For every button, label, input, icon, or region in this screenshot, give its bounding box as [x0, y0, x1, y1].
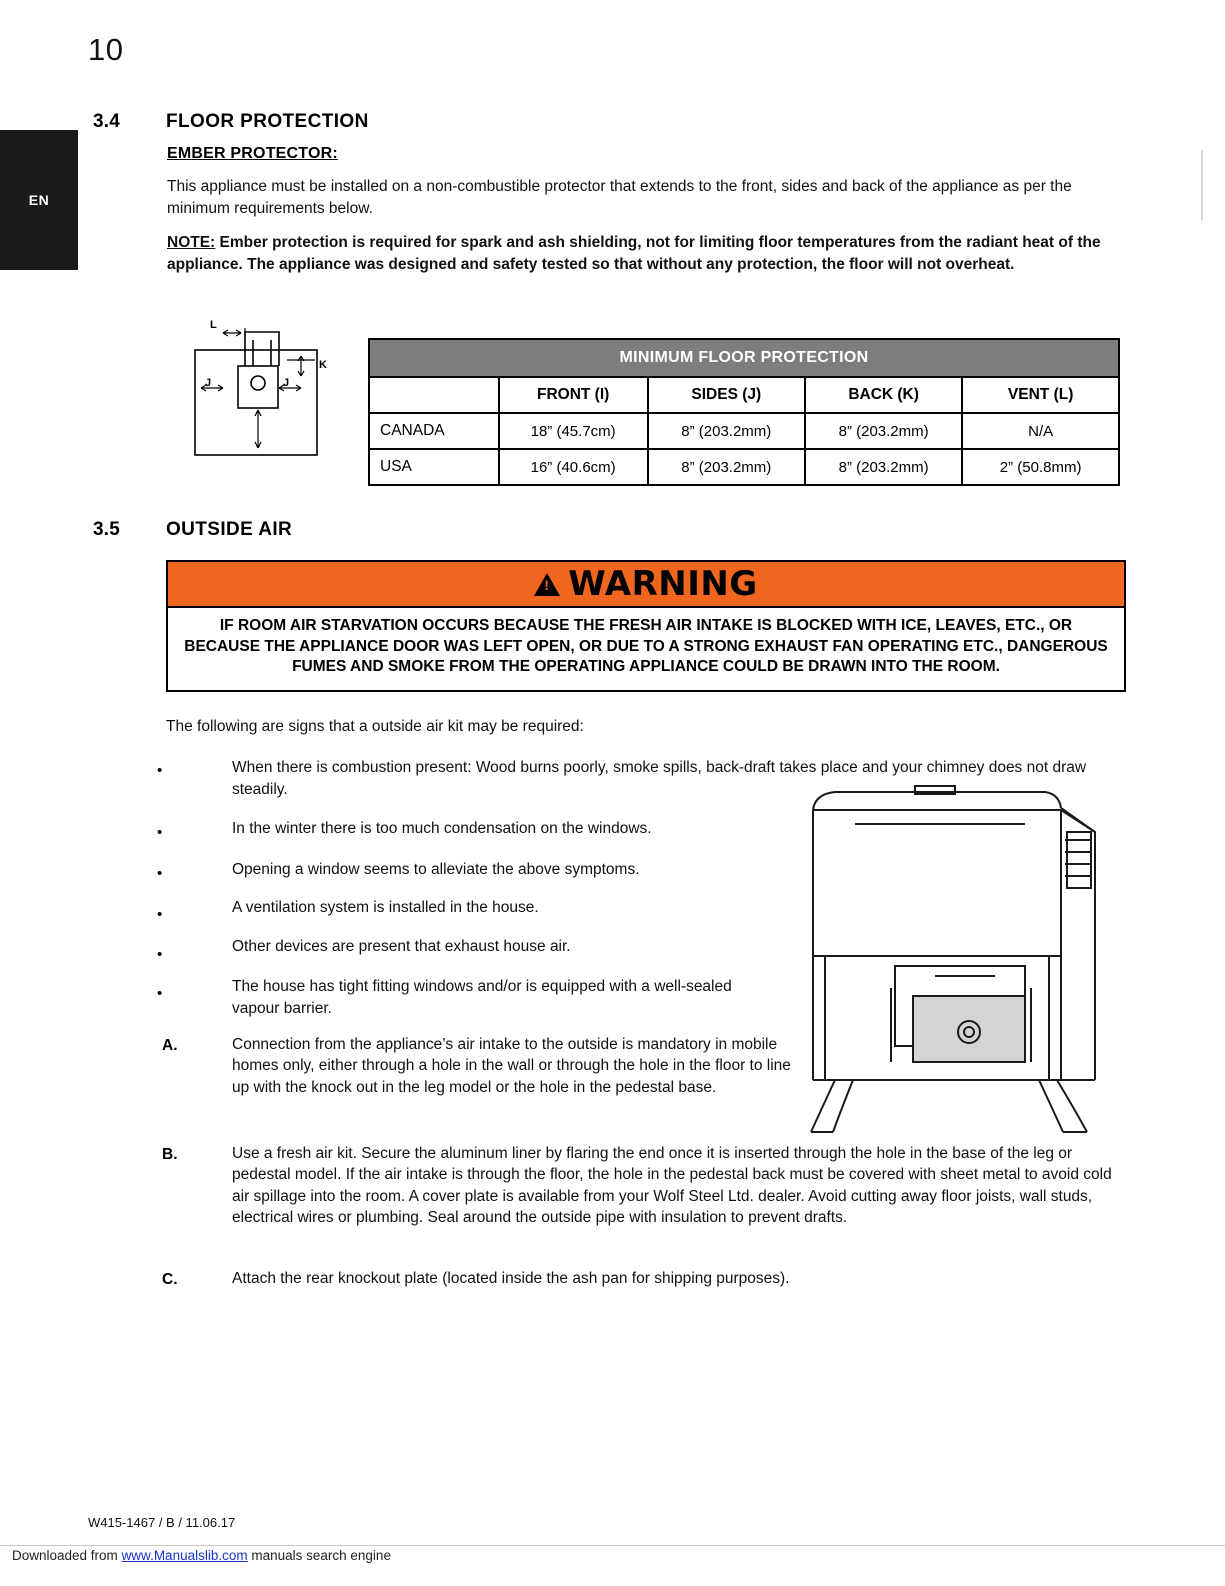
minimum-floor-protection-table [368, 338, 1120, 486]
right-margin-rule [1201, 150, 1203, 220]
ember-protector-subhead: EMBER PROTECTOR: [167, 145, 338, 162]
note-label: NOTE: [167, 234, 216, 251]
cell-sides: 8” (203.2mm) [648, 449, 805, 485]
table-row [369, 449, 1119, 485]
diagram-label-l: L [210, 319, 217, 331]
cell-front: 18” (45.7cm) [499, 413, 648, 449]
table-col-vent: VENT (L) [962, 377, 1119, 413]
warning-triangle-icon [534, 573, 560, 596]
table-col-sides: SIDES (J) [648, 377, 805, 413]
outside-air-intro: The following are signs that a outside air kit may be required: [166, 718, 584, 735]
lettered-item-b: Use a fresh air kit. Secure the aluminum liner by flaring the end once it is inserted through the hole in the base of the leg or pedestal model. If the air intake is through the floor, the hole in the pedestal back must be covered with sheet metal to avoid cold air spillage into the room. A cover plate is available from your Wolf Steel Ltd. dealer. Avoid cutting away floor joists, wall studs, electrical wires or plumbing. Seal around the outside pipe with insulation to prevent drafts. [232, 1145, 1112, 1227]
footer-download-suffix: manuals search engine [247, 1548, 391, 1563]
bullet-item-1: When there is combustion present: Wood burns poorly, smoke spills, back-draft takes place and your chimney does not draw steadily. [232, 759, 1087, 799]
diagram-label-k: K [319, 359, 327, 371]
bullet-marker: • [157, 906, 163, 923]
bullet-marker: • [157, 762, 163, 779]
bullet-item-5: Other devices are present that exhaust house air. [232, 938, 571, 955]
table-col-region [369, 377, 499, 413]
warning-body: IF ROOM AIR STARVATION OCCURS BECAUSE THE FRESH AIR INTAKE IS BLOCKED WITH ICE, LEAVES, ETC., OR BECAUSE THE APPLIANCE DOOR WAS LEFT OPEN, OR DUE TO A STRONG EXHAUST FAN OPERATING ETC., DANGEROUS FUMES AND SMOKE FROM THE OPERATING APPLIANCE COULD BE DRAWN INTO THE ROOM. [184, 617, 1108, 676]
section-3-5-number: 3.5 [93, 519, 121, 540]
cell-vent: 2” (50.8mm) [962, 449, 1119, 485]
section-3-4-number: 3.4 [93, 111, 121, 132]
bullet-item-2: In the winter there is too much condensation on the windows. [232, 820, 652, 837]
table-title: MINIMUM FLOOR PROTECTION [369, 339, 1119, 377]
table-col-back: BACK (K) [805, 377, 962, 413]
floor-protection-diagram [183, 318, 343, 463]
bullet-item-6: The house has tight fitting windows and/or is equipped with a well-sealed vapour barrier. [232, 978, 732, 1018]
warning-box [166, 560, 1126, 692]
section-3-5-title: OUTSIDE AIR [166, 519, 293, 540]
bullet-item-3: Opening a window seems to alleviate the above symptoms. [232, 861, 640, 878]
bullet-item-4: A ventilation system is installed in the house. [232, 899, 539, 916]
list-letter-c: C. [162, 1271, 178, 1288]
section-3-4-title: FLOOR PROTECTION [166, 111, 369, 132]
table-col-front: FRONT (I) [499, 377, 648, 413]
footer-download-note [12, 1548, 391, 1563]
list-letter-a: A. [162, 1037, 178, 1054]
bullet-marker: • [157, 865, 163, 882]
stove-illustration [795, 780, 1135, 1135]
bullet-marker: • [157, 985, 163, 1002]
note-text: Ember protection is required for spark and ash shielding, not for limiting floor temperatures from the radiant heat of the appliance. The appliance was designed and safety tested so that without any protection, the floor will not overheat. [167, 234, 1101, 274]
ember-protector-note [167, 232, 1112, 277]
language-tab: EN [0, 130, 78, 270]
list-letter-b: B. [162, 1146, 178, 1163]
warning-banner [168, 562, 1124, 608]
cell-region: CANADA [369, 413, 499, 449]
cell-vent: N/A [962, 413, 1119, 449]
bullet-marker: • [157, 946, 163, 963]
cell-region: USA [369, 449, 499, 485]
ember-protector-paragraph: This appliance must be installed on a non-combustible protector that extends to the front, sides and back of the appliance as per the minimum requirements below. [167, 178, 1072, 218]
lettered-item-c: Attach the rear knockout plate (located inside the ash pan for shipping purposes). [232, 1270, 790, 1287]
lettered-item-a: Connection from the appliance’s air intake to the outside is mandatory in mobile homes only, either through a hole in the wall or through the hole in the floor to line up with the knock out in the leg model or the hole in the pedestal base. [232, 1036, 791, 1096]
diagram-label-j-left: J [205, 377, 212, 389]
footer-download-prefix: Downloaded from [12, 1548, 122, 1563]
warning-heading: WARNING [568, 564, 758, 604]
table-row [369, 413, 1119, 449]
manualslib-link[interactable]: www.Manualslib.com [121, 1548, 248, 1563]
cell-front: 16” (40.6cm) [499, 449, 648, 485]
bullet-marker: • [157, 824, 163, 841]
cell-back: 8” (203.2mm) [805, 413, 962, 449]
cell-back: 8” (203.2mm) [805, 449, 962, 485]
page-number: 10 [88, 32, 124, 67]
diagram-label-j-right: J [283, 377, 290, 389]
footer-document-code: W415-1467 / B / 11.06.17 [88, 1515, 236, 1530]
cell-sides: 8” (203.2mm) [648, 413, 805, 449]
